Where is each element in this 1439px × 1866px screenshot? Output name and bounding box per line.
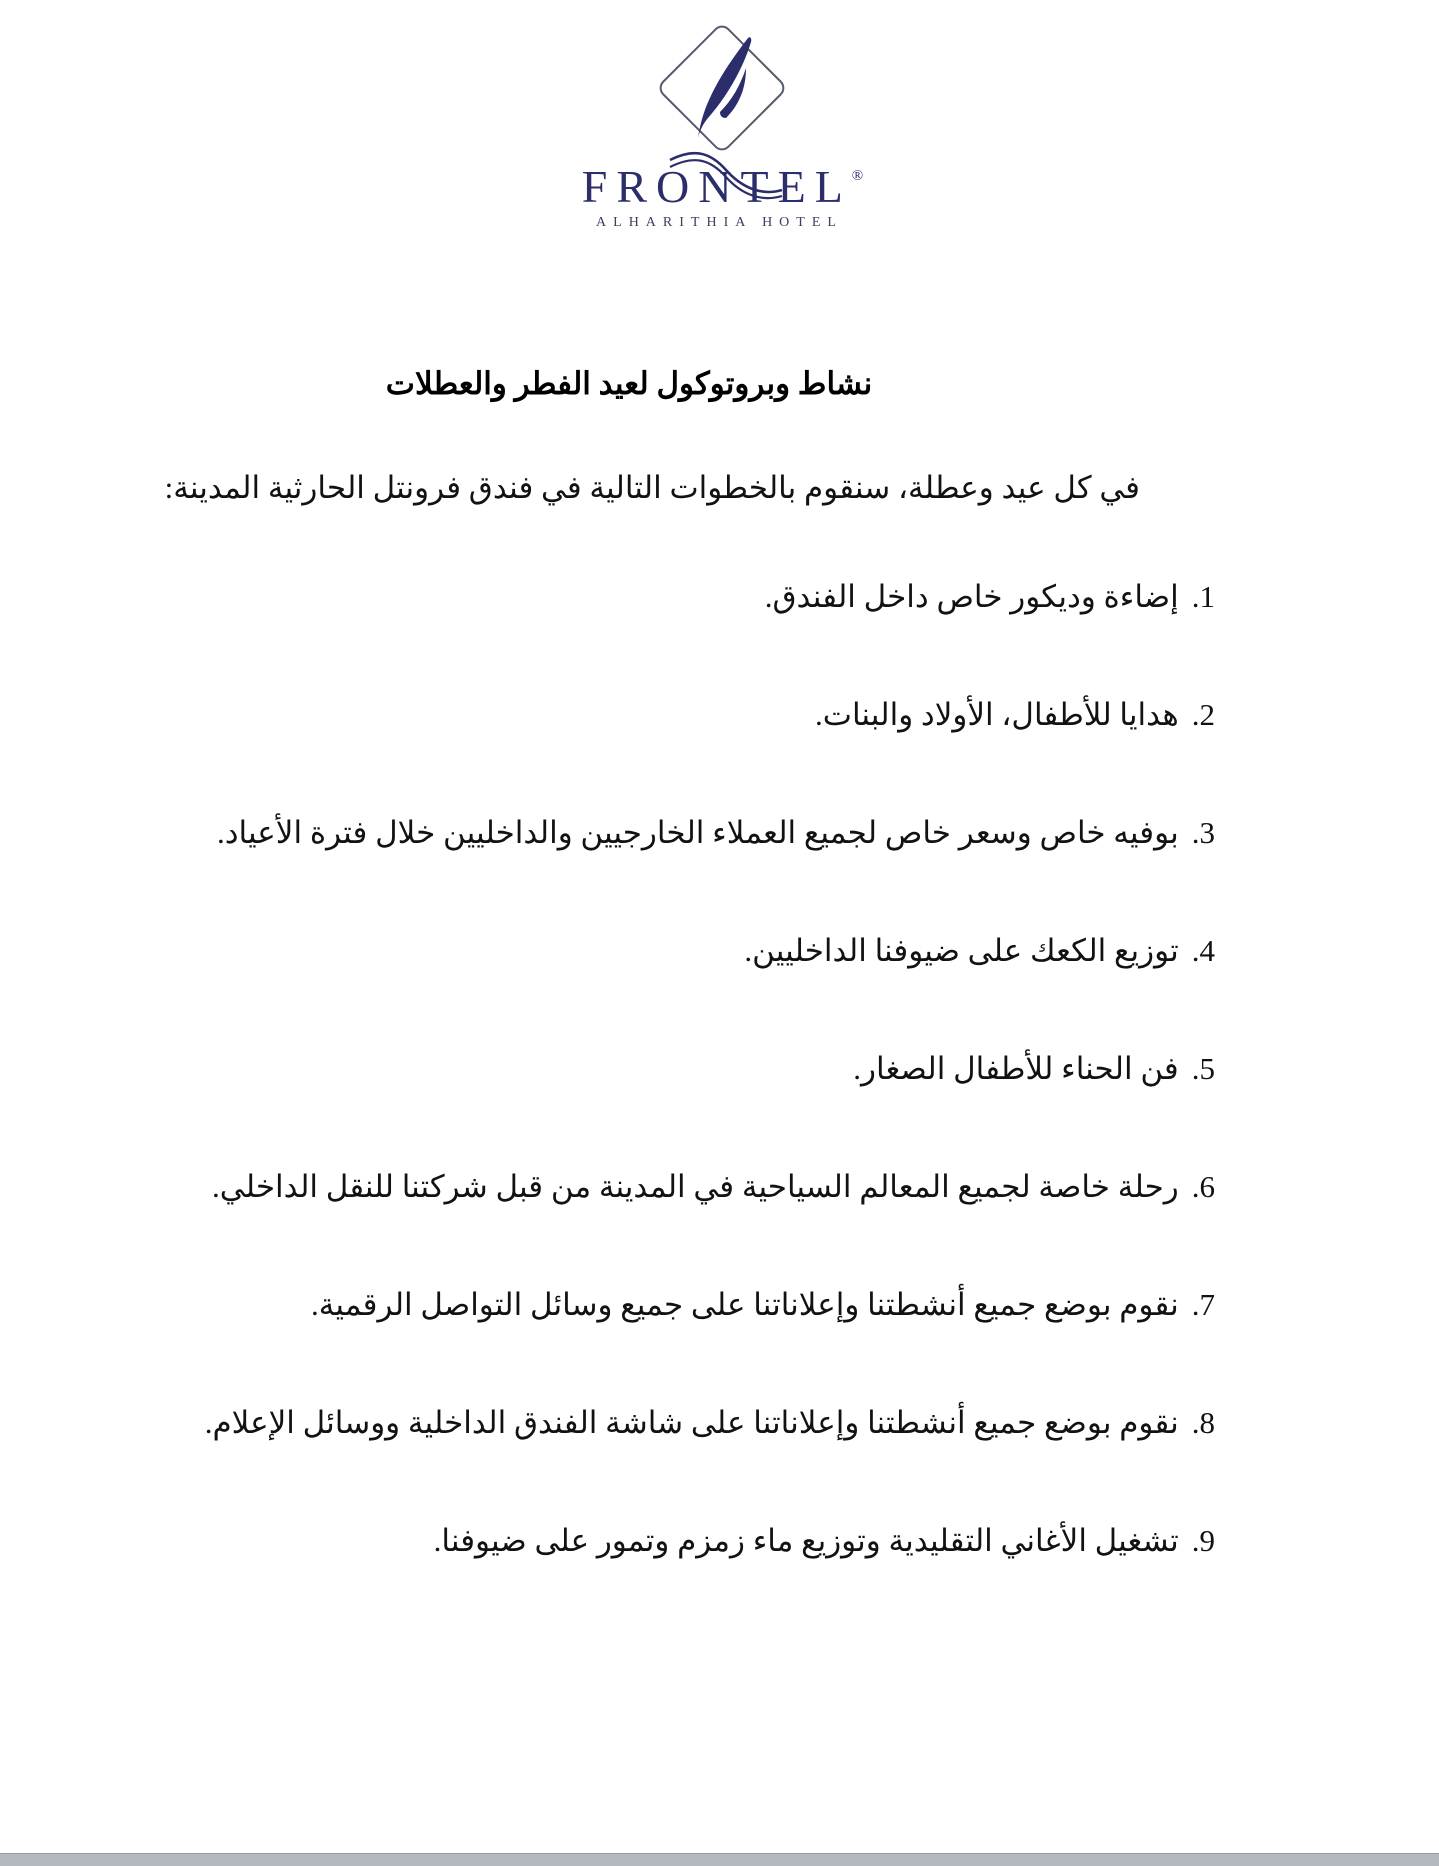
- hotel-subtitle: ALHARITHIA HOTEL: [596, 215, 843, 230]
- item-number: 2.: [1191, 697, 1215, 732]
- logo-swoosh-icon: [690, 34, 752, 140]
- item-text: هدايا للأطفال، الأولاد والبنات.: [815, 697, 1179, 732]
- list-item: [155, 1518, 1215, 1564]
- item-number: 1.: [1191, 579, 1215, 614]
- item-text: تشغيل الأغاني التقليدية وتوزيع ماء زمزم وتمور على ضيوفنا.: [433, 1523, 1179, 1558]
- list-item: [155, 1164, 1215, 1210]
- item-number: 4.: [1191, 933, 1215, 968]
- list-item: [155, 692, 1215, 738]
- brand-letters-left: FRO: [581, 161, 699, 212]
- item-text: بوفيه خاص وسعر خاص لجميع العملاء الخارجيين والداخليين خلال فترة الأعياد.: [216, 815, 1179, 850]
- brand-letters-right: TEL: [740, 161, 852, 212]
- item-number: 9.: [1191, 1523, 1215, 1558]
- item-text: نقوم بوضع جميع أنشطتنا وإعلاناتنا على جميع وسائل التواصل الرقمية.: [311, 1287, 1179, 1322]
- doc-title: نشاط وبروتوكول لعيد الفطر والعطلات: [385, 366, 873, 401]
- protocol-list: [155, 574, 1215, 1636]
- list-item: [155, 928, 1215, 974]
- item-text: رحلة خاصة لجميع المعالم السياحية في المدينة من قبل شركتنا للنقل الداخلي.: [212, 1169, 1179, 1204]
- item-text: توزيع الكعك على ضيوفنا الداخليين.: [744, 933, 1179, 968]
- page-bottom-edge: [0, 1853, 1439, 1866]
- registered-mark: ®: [851, 168, 864, 184]
- item-number: 7.: [1191, 1287, 1215, 1322]
- list-item: [155, 1400, 1215, 1446]
- item-text: نقوم بوضع جميع أنشطتنا وإعلاناتنا على شاشة الفندق الداخلية ووسائل الإعلام.: [204, 1405, 1179, 1440]
- brand-letter-n: N: [698, 160, 740, 213]
- list-item: [155, 1046, 1215, 1092]
- doc-intro: في كل عيد وعطلة، سنقوم بالخطوات التالية في فندق فرونتل الحارثية المدينة:: [164, 470, 1140, 505]
- item-text: إضاءة وديكور خاص داخل الفندق.: [764, 579, 1179, 614]
- item-number: 6.: [1191, 1169, 1215, 1204]
- item-text: فن الحناء للأطفال الصغار.: [853, 1051, 1179, 1086]
- logo-diamond: [654, 20, 786, 152]
- hotel-logo: [0, 20, 1439, 231]
- list-item: [155, 574, 1215, 620]
- list-item: [155, 810, 1215, 856]
- item-number: 8.: [1191, 1405, 1215, 1440]
- list-item: [155, 1282, 1215, 1328]
- item-number: 3.: [1191, 815, 1215, 850]
- brand-wordmark: [581, 160, 864, 213]
- item-number: 5.: [1191, 1051, 1215, 1086]
